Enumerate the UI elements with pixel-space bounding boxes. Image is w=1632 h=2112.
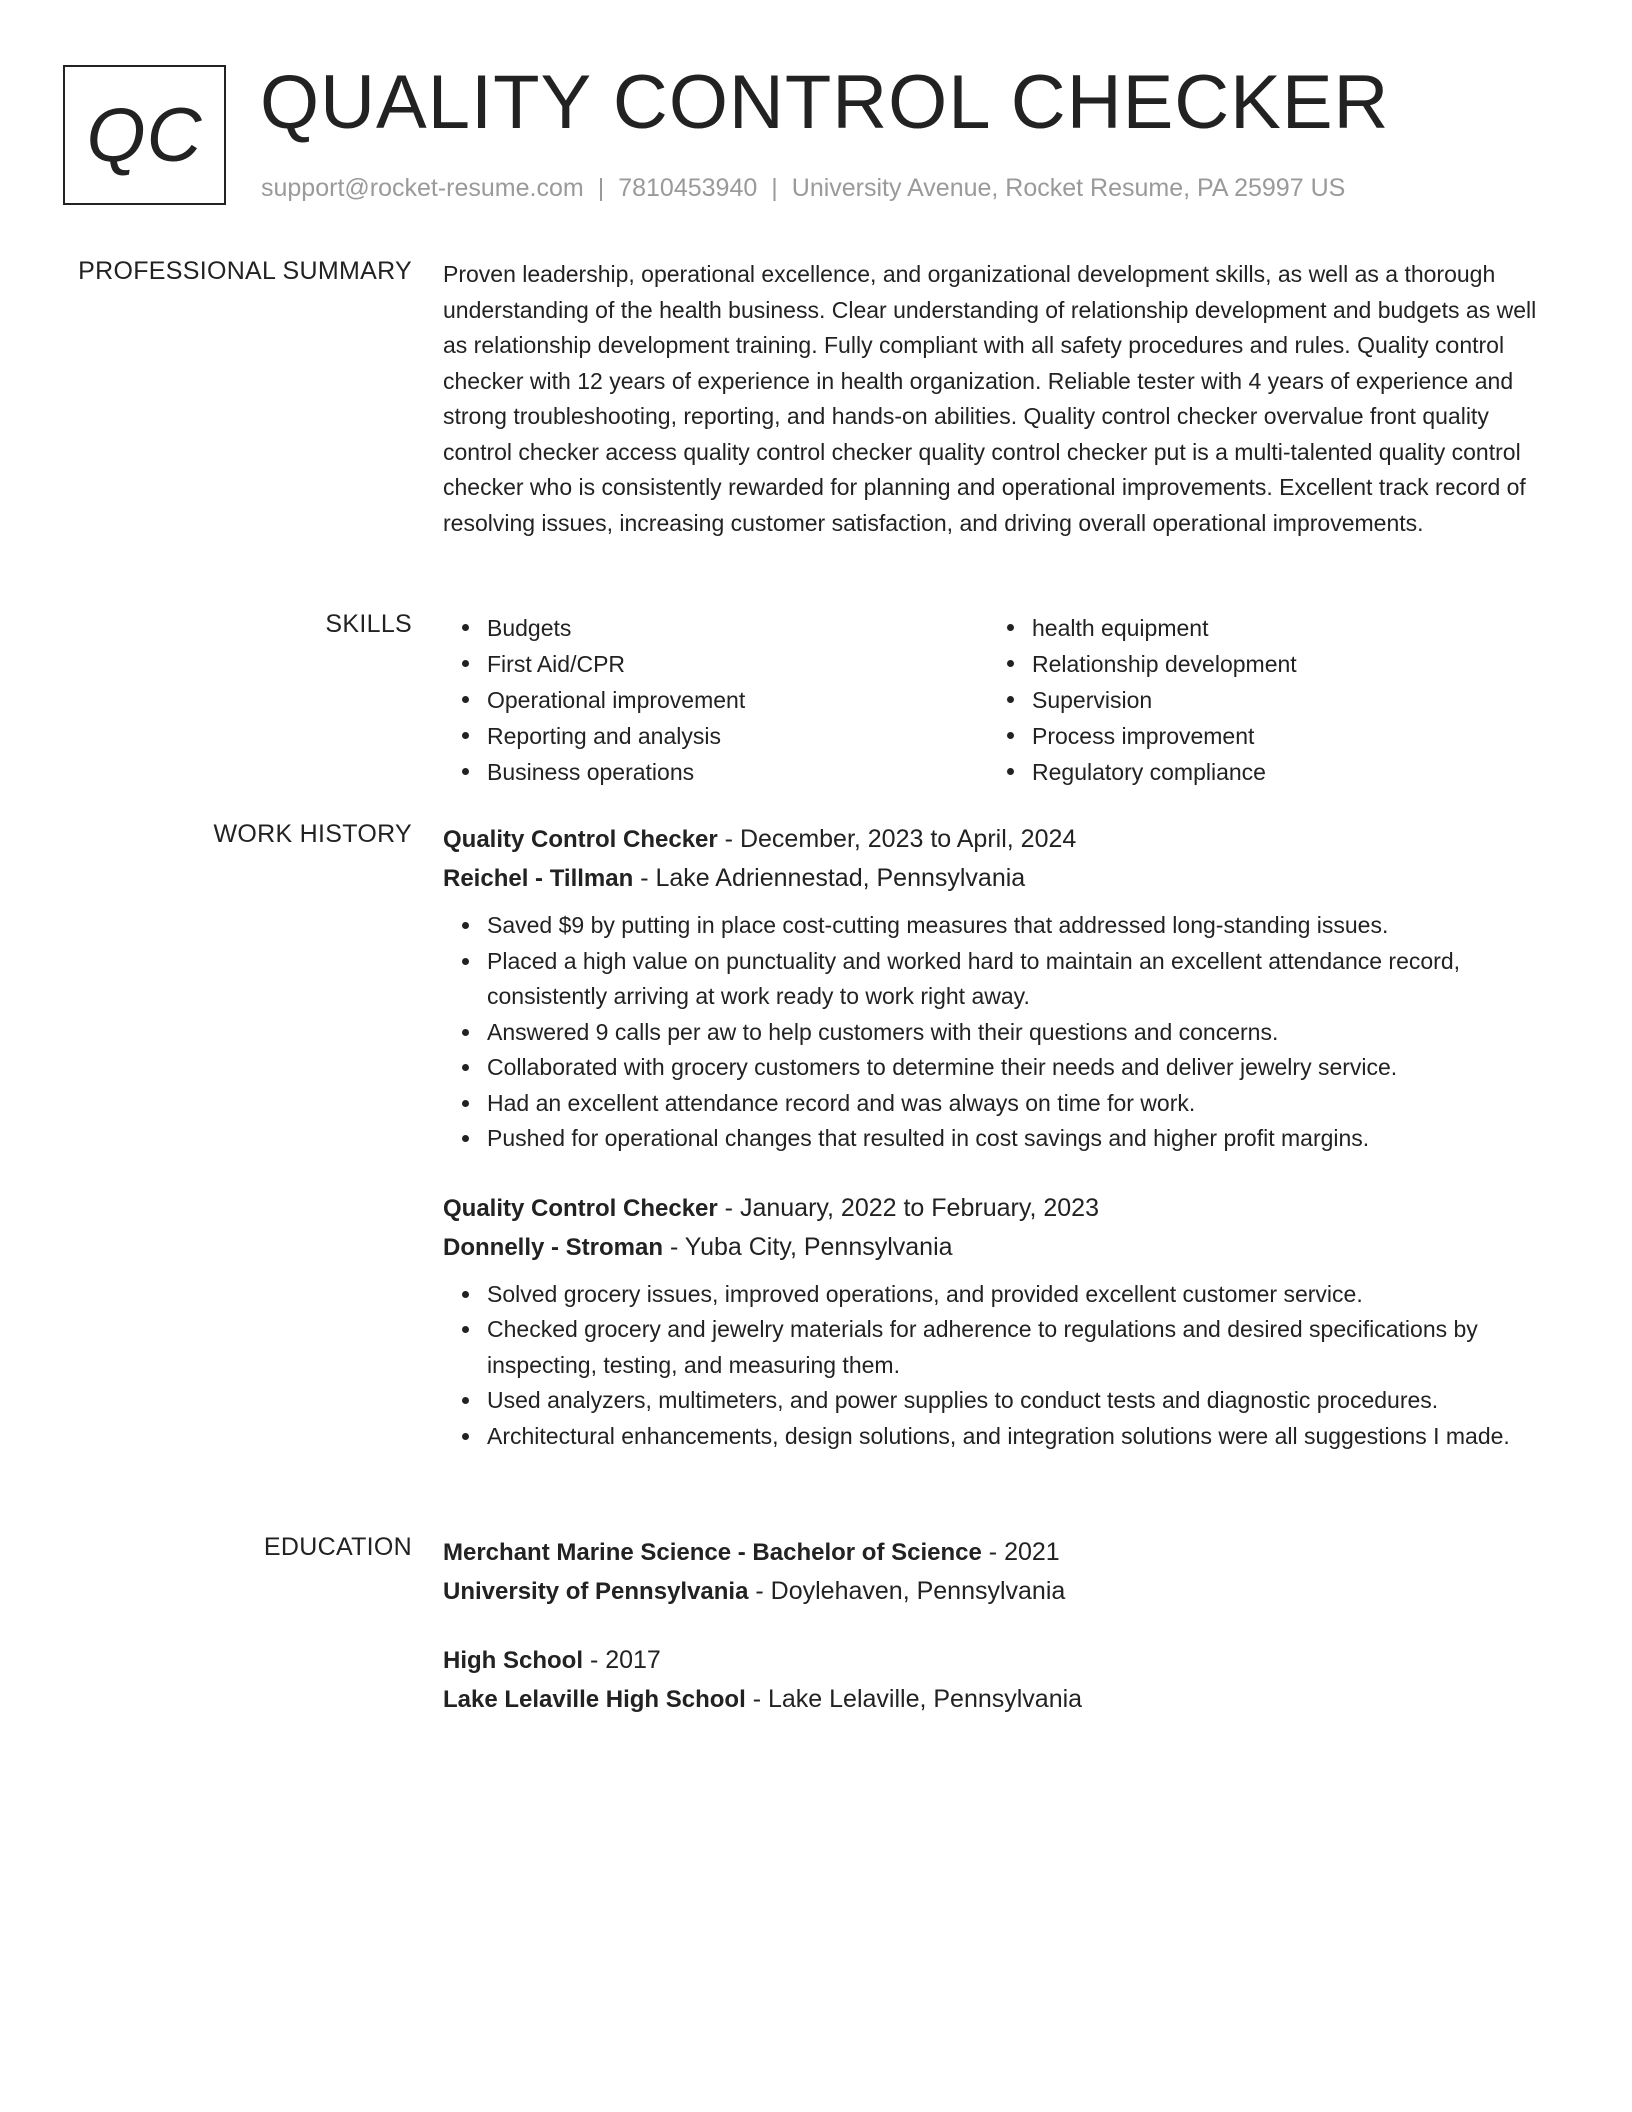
- job-bullet: Solved grocery issues, improved operations, and provided excellent customer service.: [487, 1277, 1558, 1313]
- job-bullet: Architectural enhancements, design solutions, and integration solutions were all suggestions I made.: [487, 1419, 1558, 1455]
- skill-item: Relationship development: [1032, 646, 1533, 682]
- skills-column-right: [988, 610, 1533, 790]
- skill-item: health equipment: [1032, 610, 1533, 646]
- job-bullet: Checked grocery and jewelry materials for adherence to regulations and desired specifications by inspecting, testing, and measuring them.: [487, 1312, 1558, 1383]
- education-location: - Lake Lelaville, Pennsylvania: [745, 1685, 1083, 1713]
- education-entry: [443, 1641, 1558, 1719]
- education-degree: Merchant Marine Science - Bachelor of Science: [443, 1539, 982, 1566]
- job-company: Donnelly - Stroman: [443, 1233, 664, 1261]
- education-year: - 2021: [981, 1538, 1060, 1566]
- job-bullet: Pushed for operational changes that resulted in cost savings and higher profit margins.: [487, 1121, 1558, 1157]
- skill-item: Process improvement: [1032, 718, 1533, 754]
- contact-separator: |: [771, 174, 778, 202]
- summary-label: PROFESSIONAL SUMMARY: [78, 257, 412, 285]
- education-school-line: [443, 1680, 1558, 1719]
- job-bullet: Had an excellent attendance record and was always on time for work.: [487, 1086, 1558, 1122]
- skill-item: Supervision: [1032, 682, 1533, 718]
- job-location: - Yuba City, Pennsylvania: [663, 1232, 953, 1261]
- job-dates: - January, 2022 to February, 2023: [717, 1193, 1099, 1222]
- work-history-label: WORK HISTORY: [213, 820, 412, 848]
- skill-item: First Aid/CPR: [487, 646, 988, 682]
- job-bullet: Used analyzers, multimeters, and power supplies to conduct tests and diagnostic procedures.: [487, 1383, 1558, 1419]
- skills-grid: [443, 610, 1558, 790]
- job-bullets: [443, 908, 1558, 1157]
- skills-column-left: [443, 610, 988, 790]
- skill-item: Regulatory compliance: [1032, 754, 1533, 790]
- job-title-line: [443, 820, 1558, 859]
- education-location: - Doylehaven, Pennsylvania: [748, 1577, 1066, 1605]
- education-entry: [443, 1533, 1558, 1611]
- monogram-logo: QC: [63, 65, 226, 205]
- job-company: Reichel - Tillman: [443, 865, 634, 892]
- job-company-line: [443, 1228, 1558, 1267]
- resume-header: [63, 60, 1583, 209]
- job-bullet: Saved $9 by putting in place cost-cutting measures that addressed long-standing issues.: [487, 908, 1558, 944]
- job-dates: - December, 2023 to April, 2024: [717, 825, 1077, 853]
- education-label: EDUCATION: [263, 1533, 412, 1561]
- education-school-line: [443, 1572, 1558, 1611]
- job-bullets: [443, 1277, 1558, 1455]
- job-bullet: Placed a high value on punctuality and worked hard to maintain an excellent attendance record, consistently arriving at work ready to work right away.: [487, 944, 1558, 1015]
- contact-address: University Avenue, Rocket Resume, PA 25997 US: [791, 174, 1346, 202]
- education-school: University of Pennsylvania: [443, 1578, 749, 1605]
- education-year: - 2017: [583, 1646, 661, 1674]
- job-entry: [443, 1189, 1558, 1455]
- education-body: [443, 1533, 1558, 1749]
- skills-label: SKILLS: [325, 610, 412, 638]
- skills-body: [443, 610, 1558, 790]
- summary-text: Proven leadership, operational excellence, and organizational development skills, as well as a thorough understanding of the health business. Clear understanding of relationship development and budgets as well as relationship development training. Fully compliant with all safety procedures and rules. Quality control checker with 12 years of experience in health organization. Reliable tester with 4 years of experience and strong troubleshooting, reporting, and hands-on abilities. Quality control checker overvalue front quality control checker access quality control checker quality control checker put is a multi-talented quality control checker who is consistently rewarded for planning and operational improvements. Excellent track record of resolving issues, increasing customer satisfaction, and driving overall operational improvements.: [443, 261, 1537, 536]
- job-title-line: [443, 1189, 1558, 1228]
- education-degree-line: [443, 1641, 1558, 1680]
- summary-body: [443, 257, 1558, 541]
- job-title: Quality Control Checker: [443, 826, 718, 853]
- job-company-line: [443, 859, 1558, 898]
- skill-item: Business operations: [487, 754, 988, 790]
- contact-line: [261, 174, 1345, 203]
- contact-phone: 7810453940: [618, 174, 758, 202]
- job-bullet: Collaborated with grocery customers to determine their needs and deliver jewelry service.: [487, 1050, 1558, 1086]
- skill-item: Budgets: [487, 610, 988, 646]
- education-school: Lake Lelaville High School: [443, 1686, 746, 1713]
- work-history-body: [443, 820, 1558, 1486]
- contact-email: support@rocket-resume.com: [261, 174, 584, 202]
- job-bullet: Answered 9 calls per aw to help customers with their questions and concerns.: [487, 1015, 1558, 1051]
- skill-item: Operational improvement: [487, 682, 988, 718]
- candidate-name: QUALITY CONTROL CHECKER: [260, 60, 1390, 145]
- job-location: - Lake Adriennestad, Pennsylvania: [633, 864, 1026, 892]
- skill-item: Reporting and analysis: [487, 718, 988, 754]
- contact-separator: |: [597, 174, 605, 202]
- education-degree-line: [443, 1533, 1558, 1572]
- job-entry: [443, 820, 1558, 1157]
- job-title: Quality Control Checker: [443, 1194, 718, 1222]
- education-degree: High School: [443, 1647, 583, 1674]
